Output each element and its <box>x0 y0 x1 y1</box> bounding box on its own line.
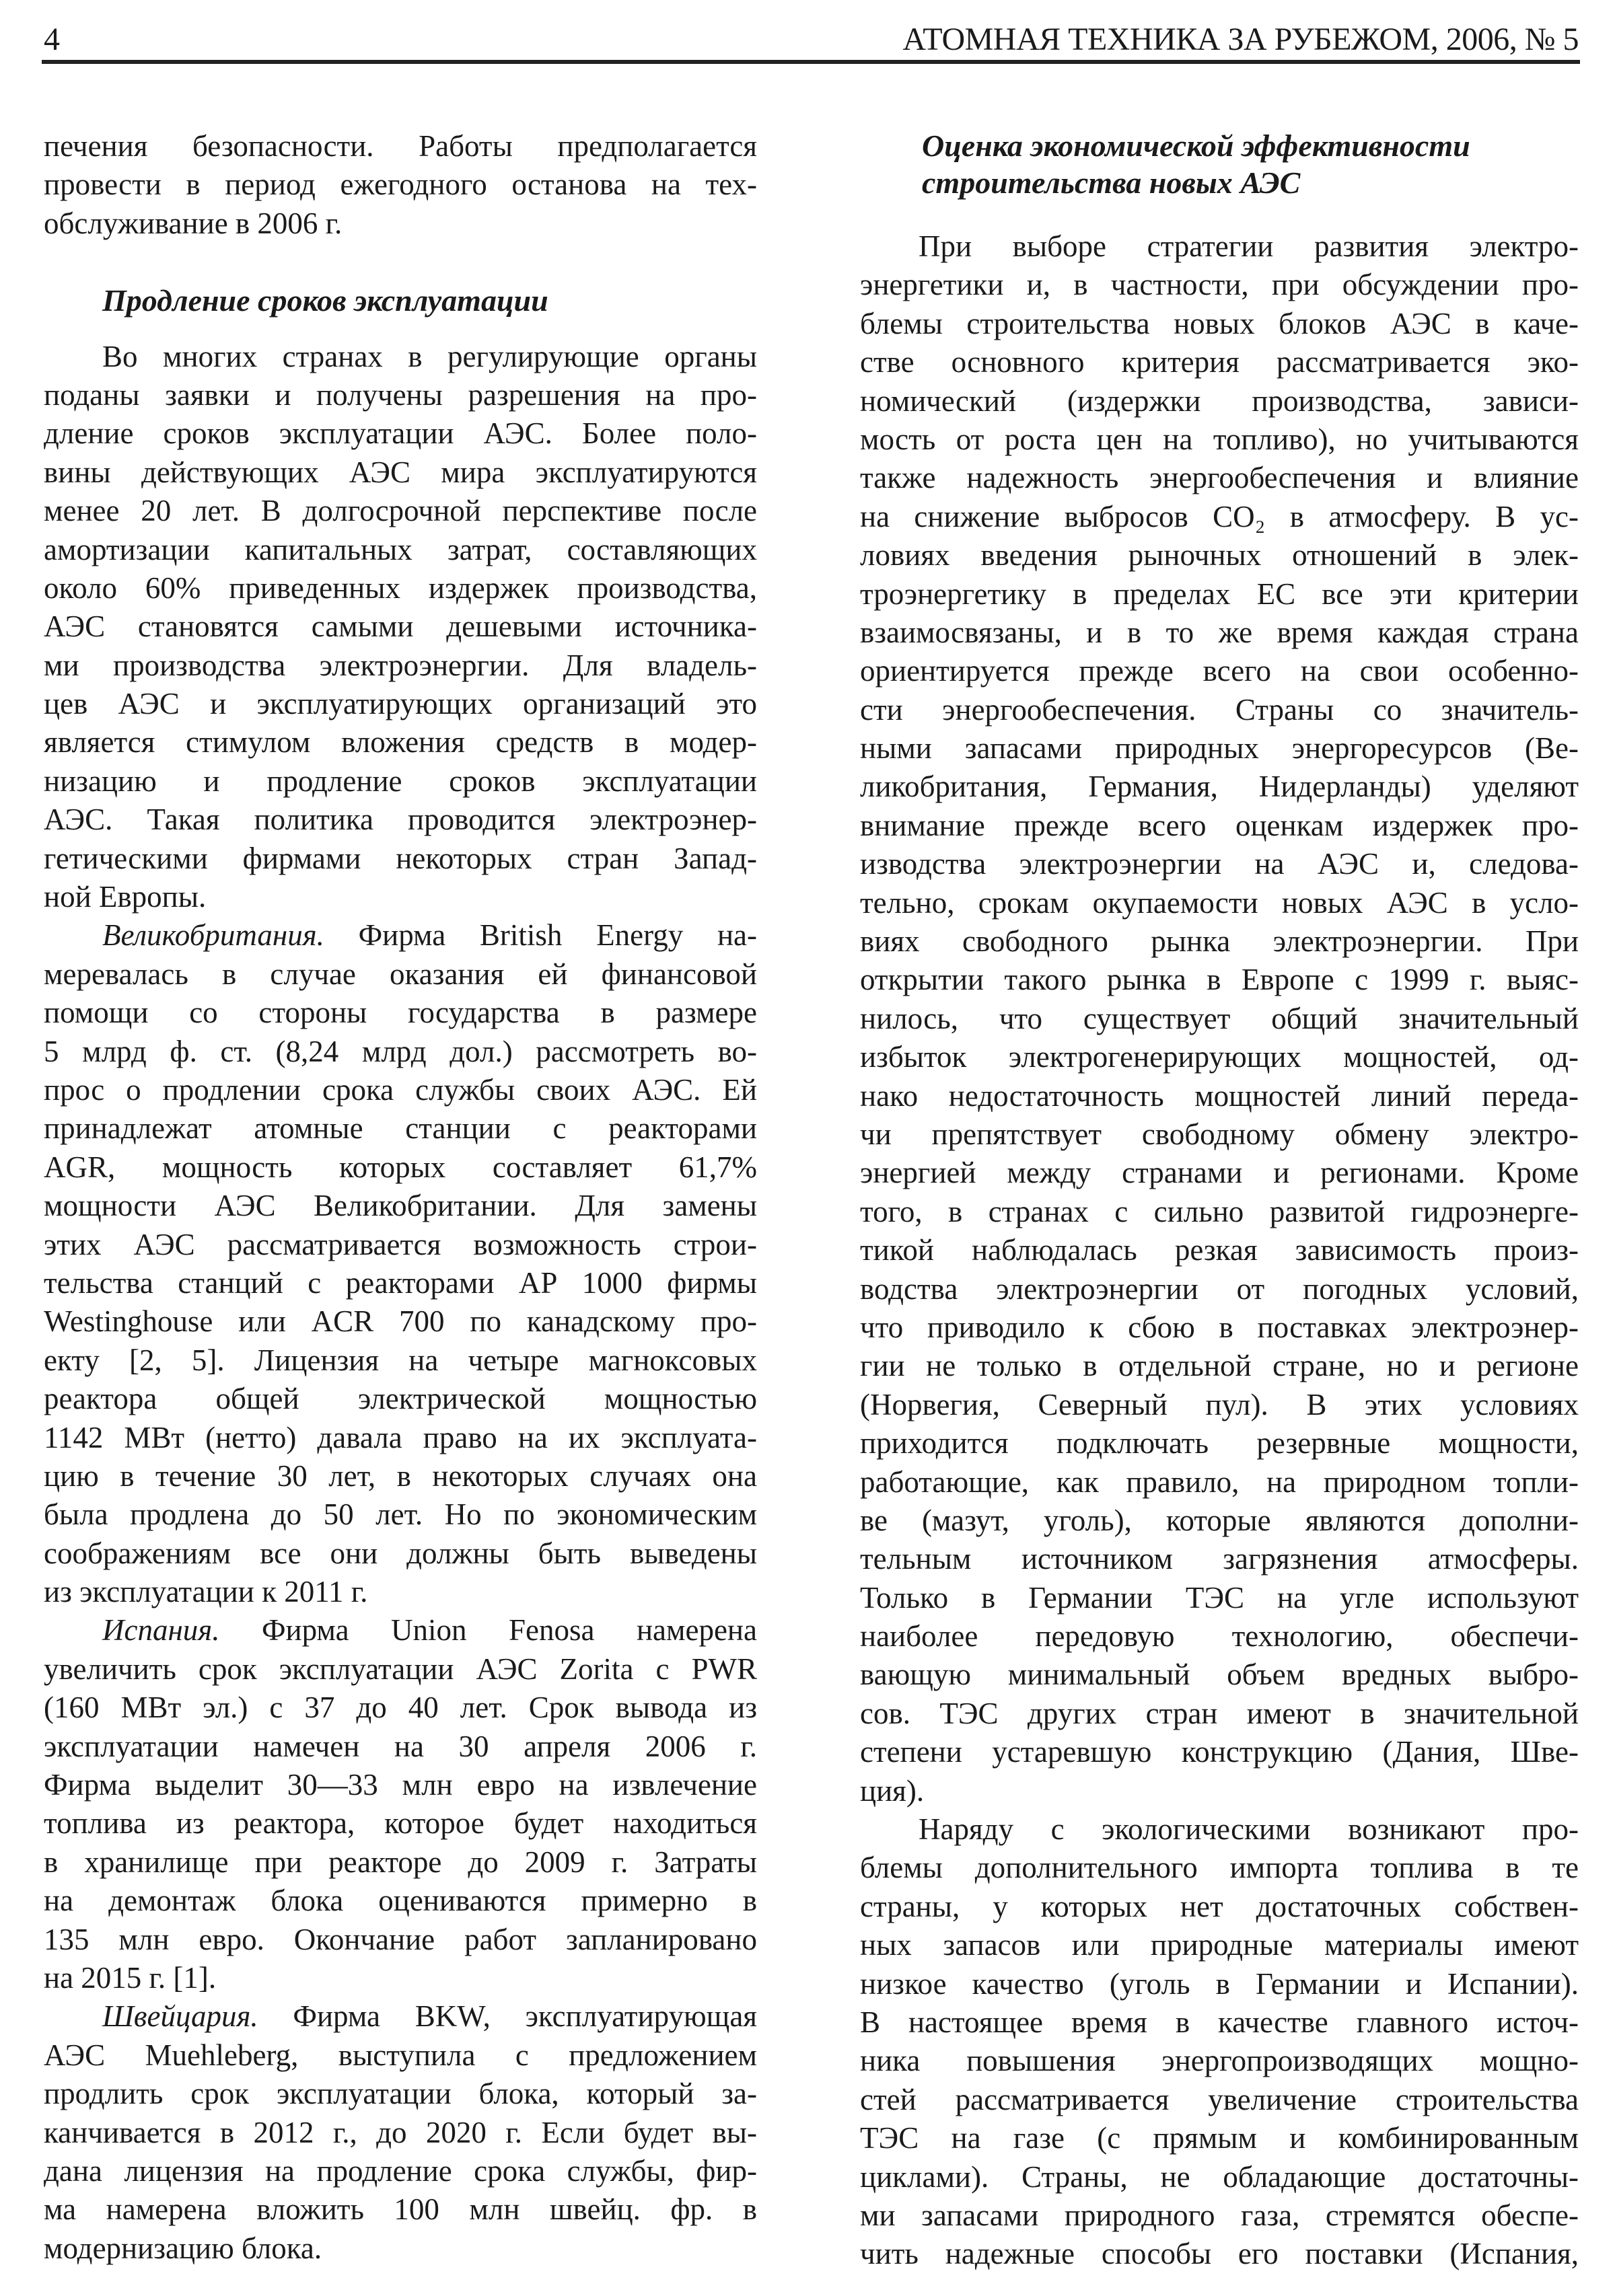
text-line: тельства станций с реакторами АР 1000 фирмы <box>44 1265 757 1300</box>
text-line: приходится подключать резервные мощности, <box>860 1426 1579 1460</box>
text-line: прос о продлении срока службы своих АЭС. Ей <box>44 1072 757 1107</box>
paragraph <box>44 1611 757 1997</box>
text-line: AGR, мощность которых составляет 61,7% <box>44 1150 757 1184</box>
text-line: обслуживание в 2006 г. <box>44 206 343 240</box>
text-line: АЭС. Такая политика проводится электроэнер- <box>44 803 757 837</box>
text-line: помощи со стороны государства в размере <box>44 996 757 1030</box>
text-line <box>44 916 757 955</box>
country-lead: Великобритания. <box>102 918 324 953</box>
text-line: гии не только в отдельной стране, но и регионе <box>860 1349 1579 1383</box>
text-line: соображениям все они должны быть выведены <box>44 1536 757 1570</box>
text-line: поданы заявки и получены разрешения на про- <box>44 377 757 412</box>
text-line: низацию и продление сроков эксплуатации <box>44 764 757 798</box>
text-line: ция). <box>860 1773 925 1808</box>
text-line: внимание прежде всего оценкам издержек про- <box>860 808 1579 842</box>
text-line: тельным источником загрязнения атмосферы. <box>860 1542 1579 1576</box>
text-line: энергетики и, в частности, при обсуждении про- <box>860 268 1579 302</box>
text-line: ве (мазут, уголь), которые являются дополни- <box>860 1503 1579 1537</box>
text-line: на снижение выбросов CO₂ в атмосферу. В ус- <box>860 499 1579 533</box>
journal-running-title: АТОМНАЯ ТЕХНИКА ЗА РУБЕЖОМ, 2006, № 5 <box>902 22 1579 57</box>
text-line: на демонтаж блока оцениваются примерно в <box>44 1884 757 1918</box>
text-line: амортизации капитальных затрат, составляющих <box>44 532 757 566</box>
heading-line: Продление сроков эксплуатации <box>102 283 548 318</box>
text-line: екту [2, 5]. Лицензия на четыре магноксовых <box>44 1343 757 1377</box>
text-line: ными запасами природных энергоресурсов (Ве- <box>860 731 1579 766</box>
text-line: Westinghouse или ACR 700 по канадскому про- <box>44 1304 757 1339</box>
text-line: мощности АЭС Великобритании. Для замены <box>44 1189 757 1223</box>
text-line: ловиях введения рыночных отношений в элек- <box>860 538 1579 572</box>
text-span: Фирма Union Fenosa намерена <box>219 1613 757 1647</box>
text-line: что приводило к сбою в поставках электроэнер- <box>860 1310 1579 1344</box>
text-line: Наряду с экологическими возникают про- <box>919 1812 1579 1847</box>
text-line: водства электроэнергии от погодных условий, <box>860 1271 1579 1306</box>
text-line: стве основного критерия рассматривается эко- <box>860 345 1579 379</box>
text-line: циклами). Страны, не обладающие достаточны- <box>860 2159 1579 2194</box>
text-line: ми запасами природного газа, стремятся обеспе- <box>860 2198 1579 2232</box>
paragraph <box>860 1810 1579 2274</box>
text-line: В настоящее время в качестве главного источ- <box>860 2005 1579 2039</box>
text-line: топлива из реактора, которое будет находиться <box>44 1806 757 1841</box>
text-line: наиболее передовую технологию, обеспечи- <box>860 1619 1579 1654</box>
text-line: ликобритания, Германия, Нидерланды) уделяют <box>860 770 1579 804</box>
text-line: степени устаревшую конструкцию (Дания, Шве- <box>860 1735 1579 1769</box>
text-line: изводства электроэнергии на АЭС и, следова- <box>860 847 1579 881</box>
left-column <box>44 127 757 2268</box>
text-line: гетическими фирмами некоторых стран Запад- <box>44 841 757 875</box>
text-line: меревалась в случае оказания ей финансовой <box>44 957 757 991</box>
text-line: Фирма выделит 30—33 млн евро на извлечение <box>44 1768 757 1802</box>
text-span: Фирма British Energy на- <box>324 918 757 953</box>
paragraph <box>44 338 757 917</box>
text-line: открытии такого рынка в Европе с 1999 г. выяс- <box>860 963 1579 997</box>
text-line: дление сроков эксплуатации АЭС. Более поло- <box>44 416 757 451</box>
text-line: на 2015 г. [1]. <box>44 1960 217 1995</box>
text-line: стей рассматривается увеличение строительства <box>860 2082 1579 2116</box>
text-line: этих АЭС рассматривается возможность строи- <box>44 1227 757 1261</box>
paragraph <box>44 127 757 243</box>
paragraph <box>860 227 1579 1810</box>
section-heading <box>44 281 757 320</box>
text-line: номический (издержки производства, зависи- <box>860 383 1579 418</box>
text-line: При выборе стратегии развития электро- <box>919 229 1579 263</box>
text-line: тикой наблюдалась резкая зависимость произ- <box>860 1233 1579 1267</box>
heading-line: Оценка экономической эффективности <box>922 128 1470 163</box>
text-line: ТЭС на газе (с прямым и комбинированным <box>860 2121 1579 2155</box>
text-span: Фирма BKW, эксплуатирующая <box>258 1999 757 2034</box>
text-line: дана лицензия на продление срока службы, фир- <box>44 2153 757 2188</box>
text-line: (Норвегия, Северный пул). В этих условиях <box>860 1387 1579 1421</box>
text-line: реактора общей электрической мощностью <box>44 1382 757 1416</box>
text-line: ных запасов или природные материалы имеют <box>860 1928 1579 1962</box>
text-line: чи препятствует свободному обмену электро- <box>860 1117 1579 1151</box>
text-line: АЭС Muehleberg, выступила с предложением <box>44 2038 757 2072</box>
heading-line: строительства новых АЭС <box>922 165 1301 200</box>
text-line: блемы строительства новых блоков АЭС в каче- <box>860 306 1579 340</box>
text-line: блемы дополнительного импорта топлива в те <box>860 1851 1579 1885</box>
text-line: работающие, как правило, на природном топли- <box>860 1465 1579 1499</box>
text-line: ника повышения энергопроизводящих мощно- <box>860 2044 1579 2078</box>
text-line: ориентируется прежде всего на свои особенно- <box>860 654 1579 688</box>
text-line: Только в Германии ТЭС на угле используют <box>860 1580 1579 1615</box>
right-column <box>860 127 1579 2274</box>
section-heading <box>860 127 1579 201</box>
text-line: увеличить срок эксплуатации АЭС Zorita с PWR <box>44 1652 757 1686</box>
text-line: является стимулом вложения средств в модер- <box>44 725 757 760</box>
text-line: модернизацию блока. <box>44 2231 322 2265</box>
text-line <box>44 1997 757 2036</box>
text-line: ма намерена вложить 100 млн швейц. фр. в <box>44 2192 757 2227</box>
text-line: того, в странах с сильно развитой гидроэнерге- <box>860 1194 1579 1228</box>
paragraph <box>44 916 757 1611</box>
text-line: ной Европы. <box>44 880 207 914</box>
text-line: печения безопасности. Работы предполагается <box>44 129 757 163</box>
text-line: энергией между странами и регионами. Кроме <box>860 1156 1579 1190</box>
country-lead: Швейцария. <box>102 1999 258 2034</box>
text-line: троэнергетику в пределах ЕС все эти критерии <box>860 577 1579 611</box>
page-number: 4 <box>44 22 60 57</box>
text-line: провести в период ежегодного останова на тех- <box>44 168 757 202</box>
text-line: страны, у которых нет достаточных собствен- <box>860 1889 1579 1923</box>
text-line: избыток электрогенерирующих мощностей, од- <box>860 1040 1579 1074</box>
text-line <box>44 1611 757 1650</box>
text-line: была продлена до 50 лет. Но по экономическим <box>44 1497 757 1532</box>
text-line: ми производства электроэнергии. Для владель- <box>44 648 757 682</box>
text-line: сов. ТЭС других стран имеют в значительной <box>860 1696 1579 1730</box>
text-line: цев АЭС и эксплуатирующих организаций это <box>44 687 757 721</box>
text-line: цию в течение 30 лет, в некоторых случаях она <box>44 1458 757 1493</box>
text-line: 1142 МВт (нетто) давала право на их эксплуата- <box>44 1420 757 1454</box>
text-line: 5 млрд ф. ст. (8,24 млрд дол.) рассмотреть во- <box>44 1034 757 1068</box>
text-line: взаимосвязаны, и в то же время каждая страна <box>860 615 1579 649</box>
text-line: (160 МВт эл.) с 37 до 40 лет. Срок вывода из <box>44 1691 757 1725</box>
text-line: АЭС становятся самыми дешевыми источника- <box>44 609 757 644</box>
text-line: эксплуатации намечен на 30 апреля 2006 г. <box>44 1729 757 1763</box>
text-line: Во многих странах в регулирующие органы <box>102 339 757 373</box>
text-line: вины действующих АЭС мира эксплуатируются <box>44 455 757 489</box>
text-line: продлить срок эксплуатации блока, который за- <box>44 2077 757 2111</box>
text-line: чить надежные способы его поставки (Испания, <box>860 2237 1579 2271</box>
text-line: мость от роста цен на топливо), но учитываются <box>860 422 1579 456</box>
text-line: в хранилище при реакторе до 2009 г. Затраты <box>44 1845 757 1879</box>
text-line: сти энергообеспечения. Страны со значитель- <box>860 692 1579 727</box>
text-line: канчивается в 2012 г., до 2020 г. Если будет вы- <box>44 2115 757 2149</box>
header-rule <box>42 60 1580 64</box>
text-line: принадлежат атомные станции с реакторами <box>44 1111 757 1146</box>
text-line: из эксплуатации к 2011 г. <box>44 1575 368 1609</box>
paragraph <box>44 1997 757 2268</box>
country-lead: Испания. <box>102 1613 220 1647</box>
text-line: нилось, что существует общий значительный <box>860 1001 1579 1035</box>
text-line: 135 млн евро. Окончание работ запланировано <box>44 1922 757 1956</box>
text-line: около 60% приведенных издержек производства, <box>44 570 757 605</box>
text-line: вающую минимальный объем вредных выбро- <box>860 1658 1579 1692</box>
text-line: нако недостаточность мощностей линий переда- <box>860 1078 1579 1113</box>
text-line: низкое качество (уголь в Германии и Испании). <box>860 1966 1579 2001</box>
text-line: также надежность энергообеспечения и влияние <box>860 461 1579 495</box>
text-line: менее 20 лет. В долгосрочной перспективе после <box>44 494 757 528</box>
text-line: виях свободного рынка электроэнергии. При <box>860 924 1579 959</box>
text-line: тельно, срокам окупаемости новых АЭС в усло- <box>860 885 1579 920</box>
